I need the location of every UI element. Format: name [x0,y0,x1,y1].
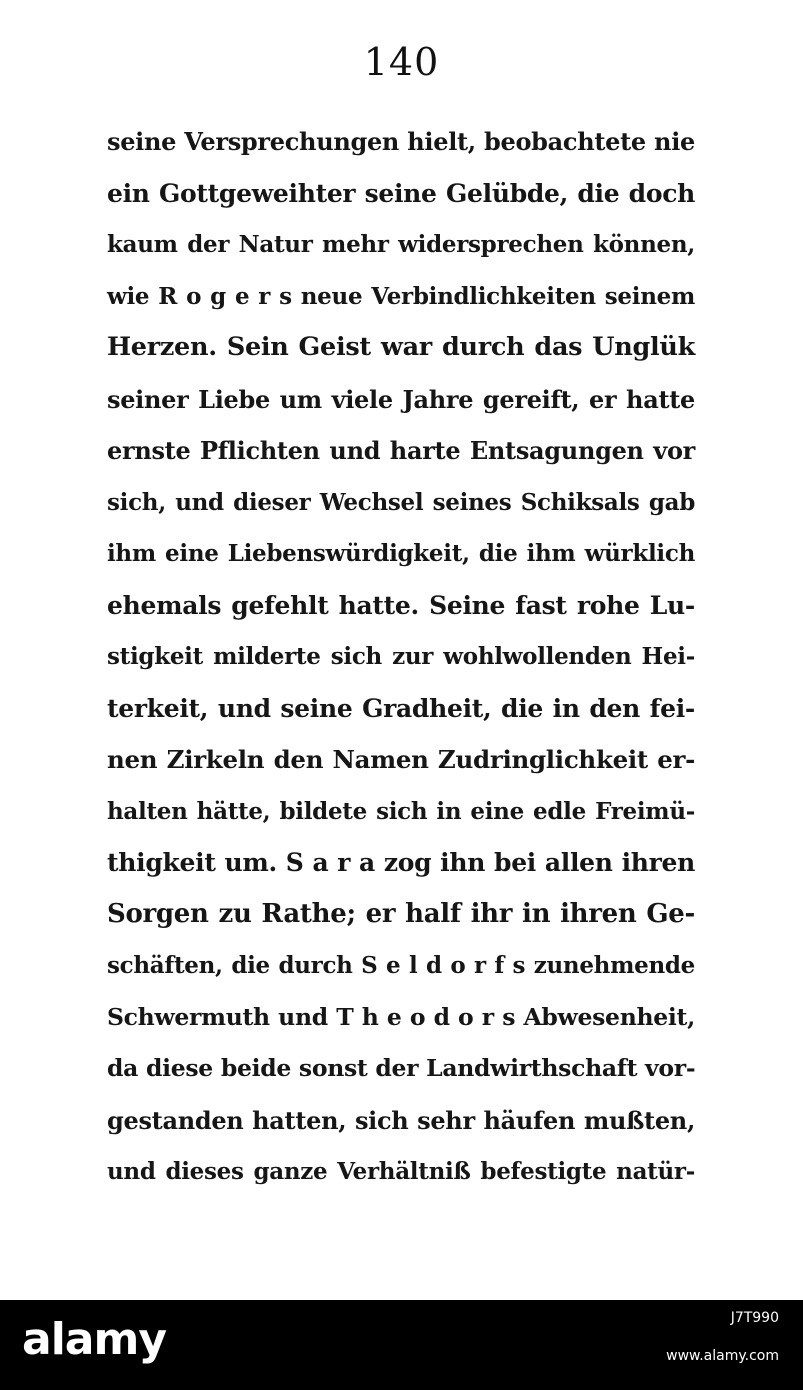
text-line: ernste Pflichten und harte Entsagungen vor [107,436,695,465]
text-line: Schwermuth und T h e o d o r s Abwesenheit, [107,1002,695,1031]
text-line: wie R o g e r s neue Verbindlichkeiten seinem [107,282,695,310]
text-line: terkeit, und seine Gradheit, die in den fei- [107,693,695,723]
page-number: 140 [363,40,440,84]
text-line: ehemals gefehlt hatte. Seine fast rohe Lu- [107,590,695,620]
text-line: schäften, die durch S e l d o r f s zunehmende [107,952,695,979]
text-line: nen Zirkeln den Namen Zudringlichkeit er- [107,745,695,774]
text-line: Herzen. Sein Geist war durch das Unglük [107,332,695,362]
text-line: da diese beide sonst der Landwirthschaft vor- [107,1054,696,1082]
text-line: stigkeit milderte sich zur wohlwollenden Hei- [107,643,695,670]
site-url: www.alamy.com [666,1348,779,1364]
text-line: halten hätte, bildete sich in eine edle Freimü- [107,797,695,825]
brand-logo: alamy [22,1314,166,1365]
text-line: ein Gottgeweihter seine Gelübde, die doch [107,178,695,208]
text-line: sich, und dieser Wechsel seines Schiksals gab [107,488,695,516]
text-line: gestanden hatten, sich sehr häufen mußten, [107,1105,695,1135]
text-line: und dieses ganze Verhältniß befestigte natür- [107,1158,695,1185]
text-line: seine Versprechungen hielt, beobachtete nie [107,127,695,156]
image-id: J7T990 [730,1310,779,1326]
text-line: Sorgen zu Rathe; er half ihr in ihren Ge- [107,898,695,929]
body-text [107,116,695,1198]
text-line: seiner Liebe um viele Jahre gereift, er hatte [107,384,695,414]
text-line: ihm eine Liebenswürdigkeit, die ihm würklich [107,540,695,567]
watermark-footer [0,1300,803,1390]
text-line: kaum der Natur mehr widersprechen können, [107,231,695,258]
text-line: thigkeit um. S a r a zog ihn bei allen ihren [107,848,695,877]
